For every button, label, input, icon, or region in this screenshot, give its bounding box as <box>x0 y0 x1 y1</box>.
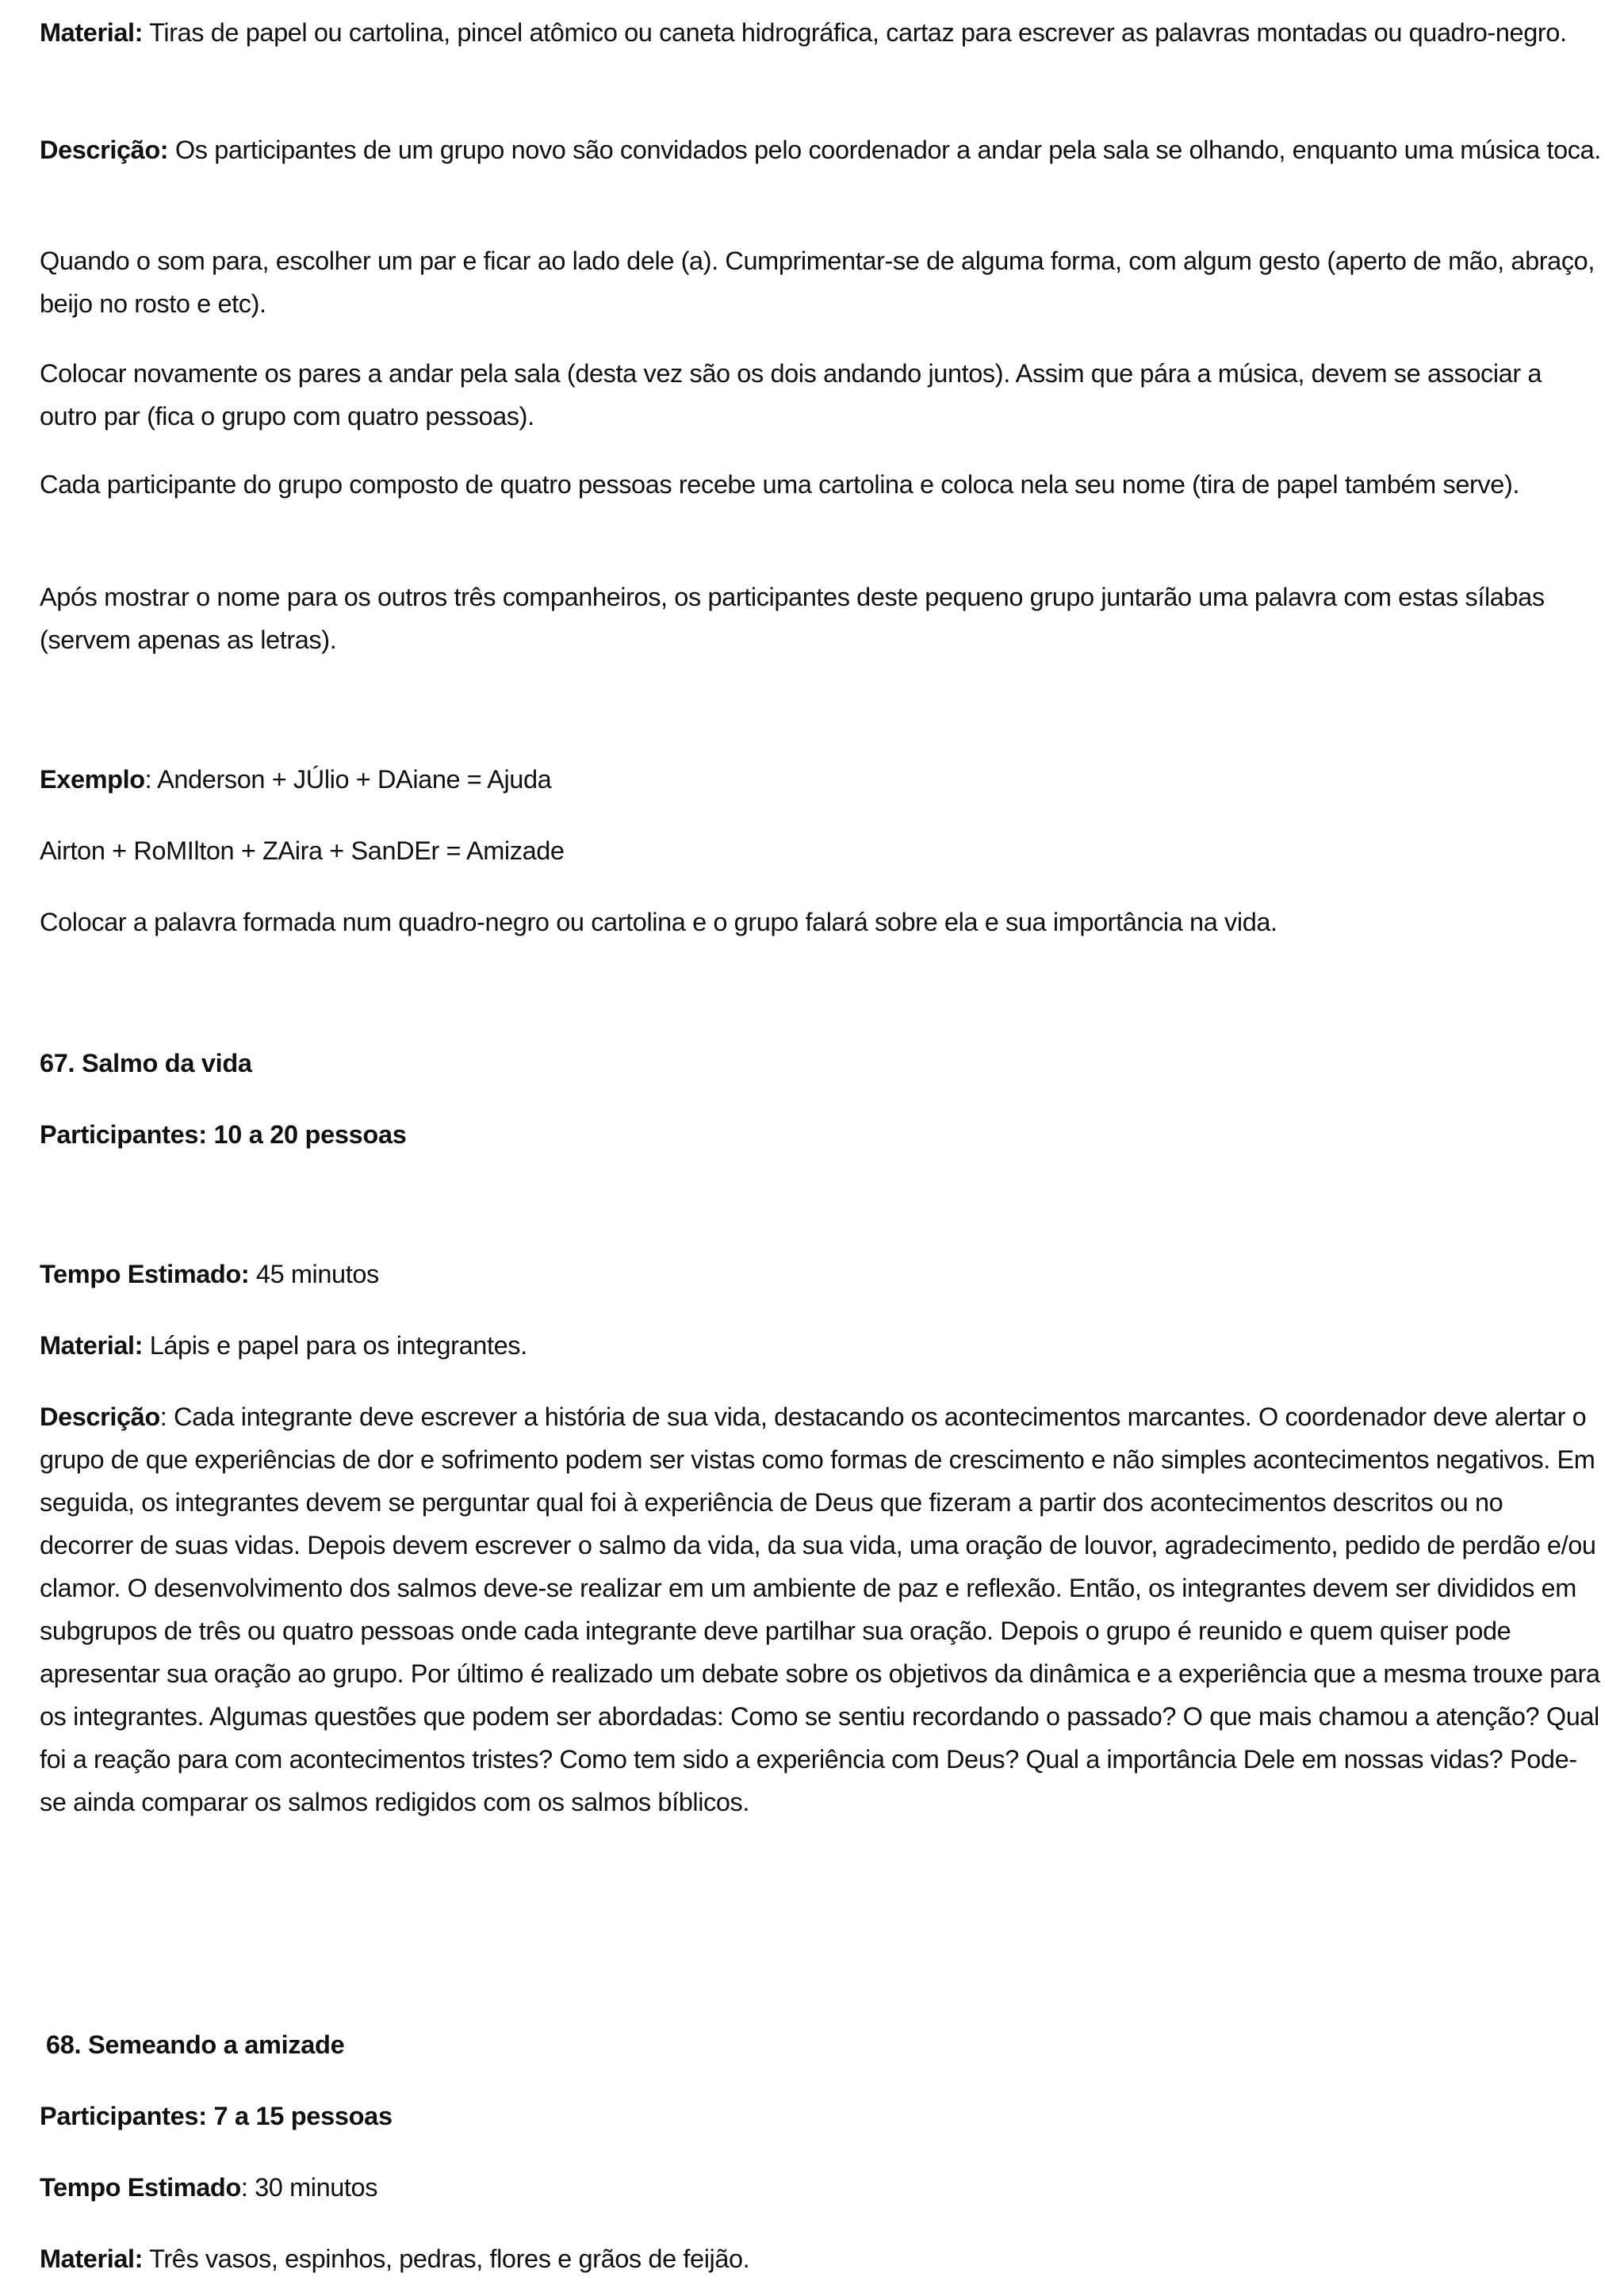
tempo-label: Tempo Estimado <box>40 2173 241 2202</box>
material-text: Três vasos, espinhos, pedras, flores e grãos de feijão. <box>143 2244 750 2273</box>
section-68-participantes: Participantes: 7 a 15 pessoas <box>40 2102 393 2130</box>
material-label: Material: <box>40 2244 144 2273</box>
material-text: Lápis e papel para os integrantes. <box>143 1331 527 1360</box>
descricao-paragraph <box>40 128 1602 171</box>
descricao-label: Descrição: <box>40 136 169 164</box>
descricao-label: Descrição <box>40 1402 160 1431</box>
tempo-text: : 30 minutos <box>240 2173 378 2202</box>
paragraph-pares: Colocar novamente os pares a andar pela sala (desta vez são os dois andando juntos). Assim que pára a música, devem se associar a outro par (fica o grupo com quatro pessoas). <box>40 359 1542 430</box>
paragraph-cartolina: Cada participante do grupo composto de quatro pessoas recebe uma cartolina e coloca nela seu nome (tira de papel também serve). <box>40 470 1520 499</box>
exemplo-label: Exemplo <box>40 765 145 794</box>
section-67-participantes: Participantes: 10 a 20 pessoas <box>40 1120 407 1149</box>
section-68-material <box>40 2237 1602 2280</box>
section-67-descricao <box>40 1395 1602 1823</box>
exemplo-text: : Anderson + JÚlio + DAiane = Ajuda <box>144 765 552 794</box>
material-paragraph <box>40 11 1602 54</box>
section-67-title: 67. Salmo da vida <box>40 1049 252 1077</box>
material-text: Tiras de papel ou cartolina, pincel atômico ou caneta hidrográfica, cartaz para escrever as palavras montadas ou quadro-negro. <box>143 18 1567 47</box>
paragraph-silabas: Após mostrar o nome para os outros três companheiros, os participantes deste pequeno grupo juntarão uma palavra com estas sílabas (servem apenas as letras). <box>40 583 1545 654</box>
descricao-text: Os participantes de um grupo novo são convidados pelo coordenador a andar pela sala se olhando, enquanto uma música toca. <box>168 136 1601 164</box>
material-label: Material: <box>40 1331 144 1360</box>
section-67-material <box>40 1324 1602 1367</box>
section-68-tempo <box>40 2166 1602 2209</box>
exemplo-paragraph <box>40 758 1602 801</box>
paragraph-palavra: Colocar a palavra formada num quadro-negro ou cartolina e o grupo falará sobre ela e sua importância na vida. <box>40 908 1277 936</box>
paragraph-par: Quando o som para, escolher um par e ficar ao lado dele (a). Cumprimentar-se de alguma forma, com algum gesto (aperto de mão, abraço, beijo no rosto e etc). <box>40 247 1595 318</box>
section-68-title: 68. Semeando a amizade <box>46 2030 345 2059</box>
tempo-label: Tempo Estimado: <box>40 1260 250 1288</box>
material-label: Material: <box>40 18 144 47</box>
descricao-text: : Cada integrante deve escrever a história de sua vida, destacando os acontecimentos marcantes. O coordenador deve alertar o grupo de que experiências de dor e sofrimento podem ser vistas como formas de crescimento e não simples acontecimentos negativos. Em seguida, os integrantes devem se perguntar qual foi à experiência de Deus que fizeram a partir dos acontecimentos descritos ou no decorrer de suas vidas. Depois devem escrever o salmo da vida, da sua vida, uma oração de louvor, agradecimento, pedido de perdão e/ou clamor. O desenvolvimento dos salmos deve-se realizar em um ambiente de paz e reflexão. Então, os integrantes devem ser divididos em subgrupos de três ou quatro pessoas onde cada integrante deve partilhar sua oração. Depois o grupo é reunido e quem quiser pode apresentar sua oração ao grupo. Por último é realizado um debate sobre os objetivos da dinâmica e a experiência que a mesma trouxe para os integrantes. Algumas questões que podem ser abordadas: Como se sentiu recordando o passado? O que mais chamou a atenção? Qual foi a reação para com acontecimentos tristes? Como tem sido a experiência com Deus? Qual a importância Dele em nossas vidas? Pode-se ainda comparar os salmos redigidos com os salmos bíblicos. <box>40 1402 1600 1816</box>
tempo-text: 45 minutos <box>249 1260 379 1288</box>
section-67-tempo <box>40 1253 1602 1295</box>
exemplo-2-paragraph: Airton + RoMIlton + ZAira + SanDEr = Amizade <box>40 836 565 865</box>
